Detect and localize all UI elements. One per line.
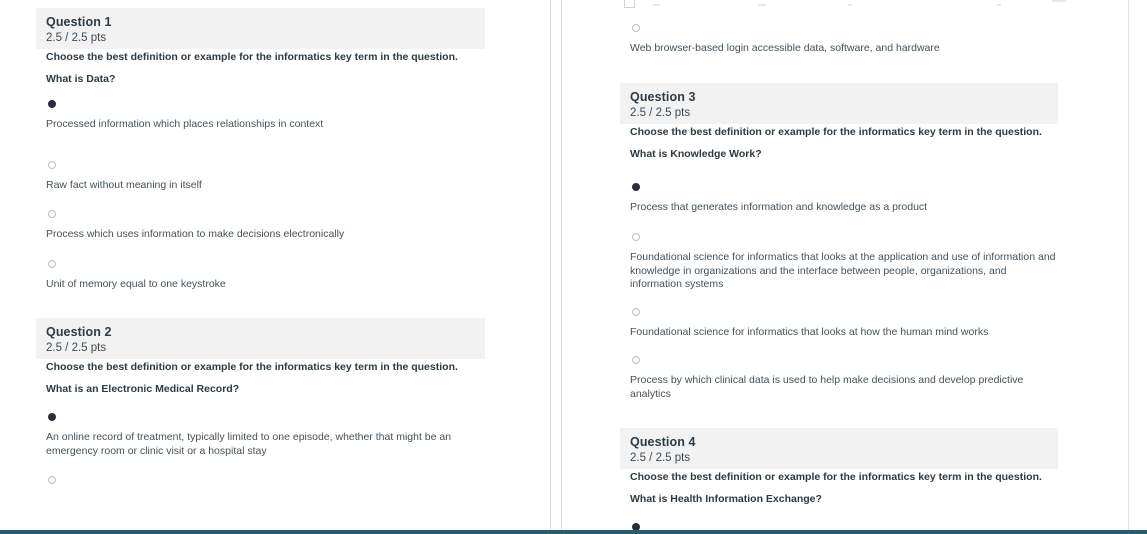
radio-selected-icon[interactable]: [48, 100, 56, 108]
question-points: 2.5 / 2.5 pts: [630, 452, 691, 464]
bottom-accent-bar: [0, 530, 1147, 534]
question-header: [36, 318, 485, 359]
answer-label: Raw fact without meaning in itself: [46, 178, 202, 191]
answer-label: Foundational science for informatics that looks at how the human mind works: [630, 325, 989, 338]
orphan-answer-list: [620, 24, 1058, 56]
question-instructions: Choose the best definition or example for the informatics key term in the question.: [46, 51, 458, 63]
question-prompt: What is Health Information Exchange?: [630, 493, 822, 505]
answer-label: Process which uses information to make decisions electronically: [46, 228, 345, 240]
answer-list: [620, 183, 1058, 402]
question-points: 2.5 / 2.5 pts: [46, 342, 107, 354]
left-page-column: [36, 0, 485, 534]
answer-option[interactable]: [36, 476, 485, 484]
question-header: [620, 83, 1058, 124]
question-block-4: [620, 428, 1058, 531]
page-right-border: [1128, 0, 1129, 534]
answer-option[interactable]: [36, 161, 485, 193]
question-points: 2.5 / 2.5 pts: [46, 32, 107, 44]
question-header: [36, 8, 485, 49]
answer-label: Processed information which places relationships in context: [46, 118, 324, 130]
question-prompt: What is an Electronic Medical Record?: [46, 383, 240, 395]
radio-unselected-icon[interactable]: [48, 161, 56, 169]
radio-unselected-icon[interactable]: [632, 356, 640, 364]
right-page-column: [620, 0, 1058, 534]
radio-unselected-icon[interactable]: [632, 24, 640, 32]
question-title: Question 4: [630, 435, 696, 449]
question-title: Question 1: [46, 15, 112, 29]
question-points: 2.5 / 2.5 pts: [630, 106, 691, 119]
question-instructions: Choose the best definition or example for the informatics key term in the question.: [630, 125, 1042, 138]
answer-list: [36, 413, 485, 484]
answer-list: [36, 100, 485, 291]
question-header: [620, 428, 1058, 469]
question-block-2: [36, 318, 485, 484]
answer-option[interactable]: [620, 183, 1058, 215]
answer-label: Web browser-based login accessible data, software, and hardware: [630, 42, 940, 54]
question-title: Question 3: [630, 89, 696, 104]
page-divider-left: [550, 0, 551, 534]
answer-label: Unit of memory equal to one keystroke: [46, 277, 226, 290]
answer-option[interactable]: [36, 210, 485, 242]
question-prompt: What is Data?: [46, 73, 116, 85]
question-prompt: What is Knowledge Work?: [630, 147, 762, 160]
answer-option[interactable]: [620, 308, 1058, 340]
radio-unselected-icon[interactable]: [632, 233, 640, 241]
radio-unselected-icon[interactable]: [48, 476, 56, 484]
answer-option[interactable]: [620, 356, 1058, 401]
question-title: Question 2: [46, 325, 112, 339]
answer-option[interactable]: [36, 100, 485, 132]
radio-unselected-icon[interactable]: [632, 308, 640, 316]
answer-option[interactable]: [620, 24, 1058, 56]
question-block-1: [36, 8, 485, 291]
answer-option[interactable]: [36, 260, 485, 292]
answer-label: Foundational science for informatics that looks at the application and use of information and knowledge in organizations and the interface between people, organizations, and information systems: [630, 251, 1056, 290]
radio-selected-icon[interactable]: [48, 413, 56, 421]
question-instructions: Choose the best definition or example for the informatics key term in the question.: [46, 361, 458, 373]
radio-unselected-icon[interactable]: [48, 210, 56, 218]
answer-label: An online record of treatment, typically limited to one episode, whether that might be an emergency room or clinic visit or a hospital stay: [46, 431, 452, 457]
question-block-3: [620, 83, 1058, 402]
answer-label: Process that generates information and knowledge as a product: [630, 200, 928, 213]
question-instructions: Choose the best definition or example for the informatics key term in the question.: [630, 471, 1042, 483]
answer-option[interactable]: [620, 233, 1058, 292]
answer-label: Process by which clinical data is used to help make decisions and develop predictive analytics: [630, 374, 1024, 400]
answer-option[interactable]: [36, 413, 485, 458]
radio-unselected-icon[interactable]: [48, 260, 56, 268]
radio-selected-icon[interactable]: [632, 183, 640, 191]
page-divider-right: [561, 0, 562, 534]
